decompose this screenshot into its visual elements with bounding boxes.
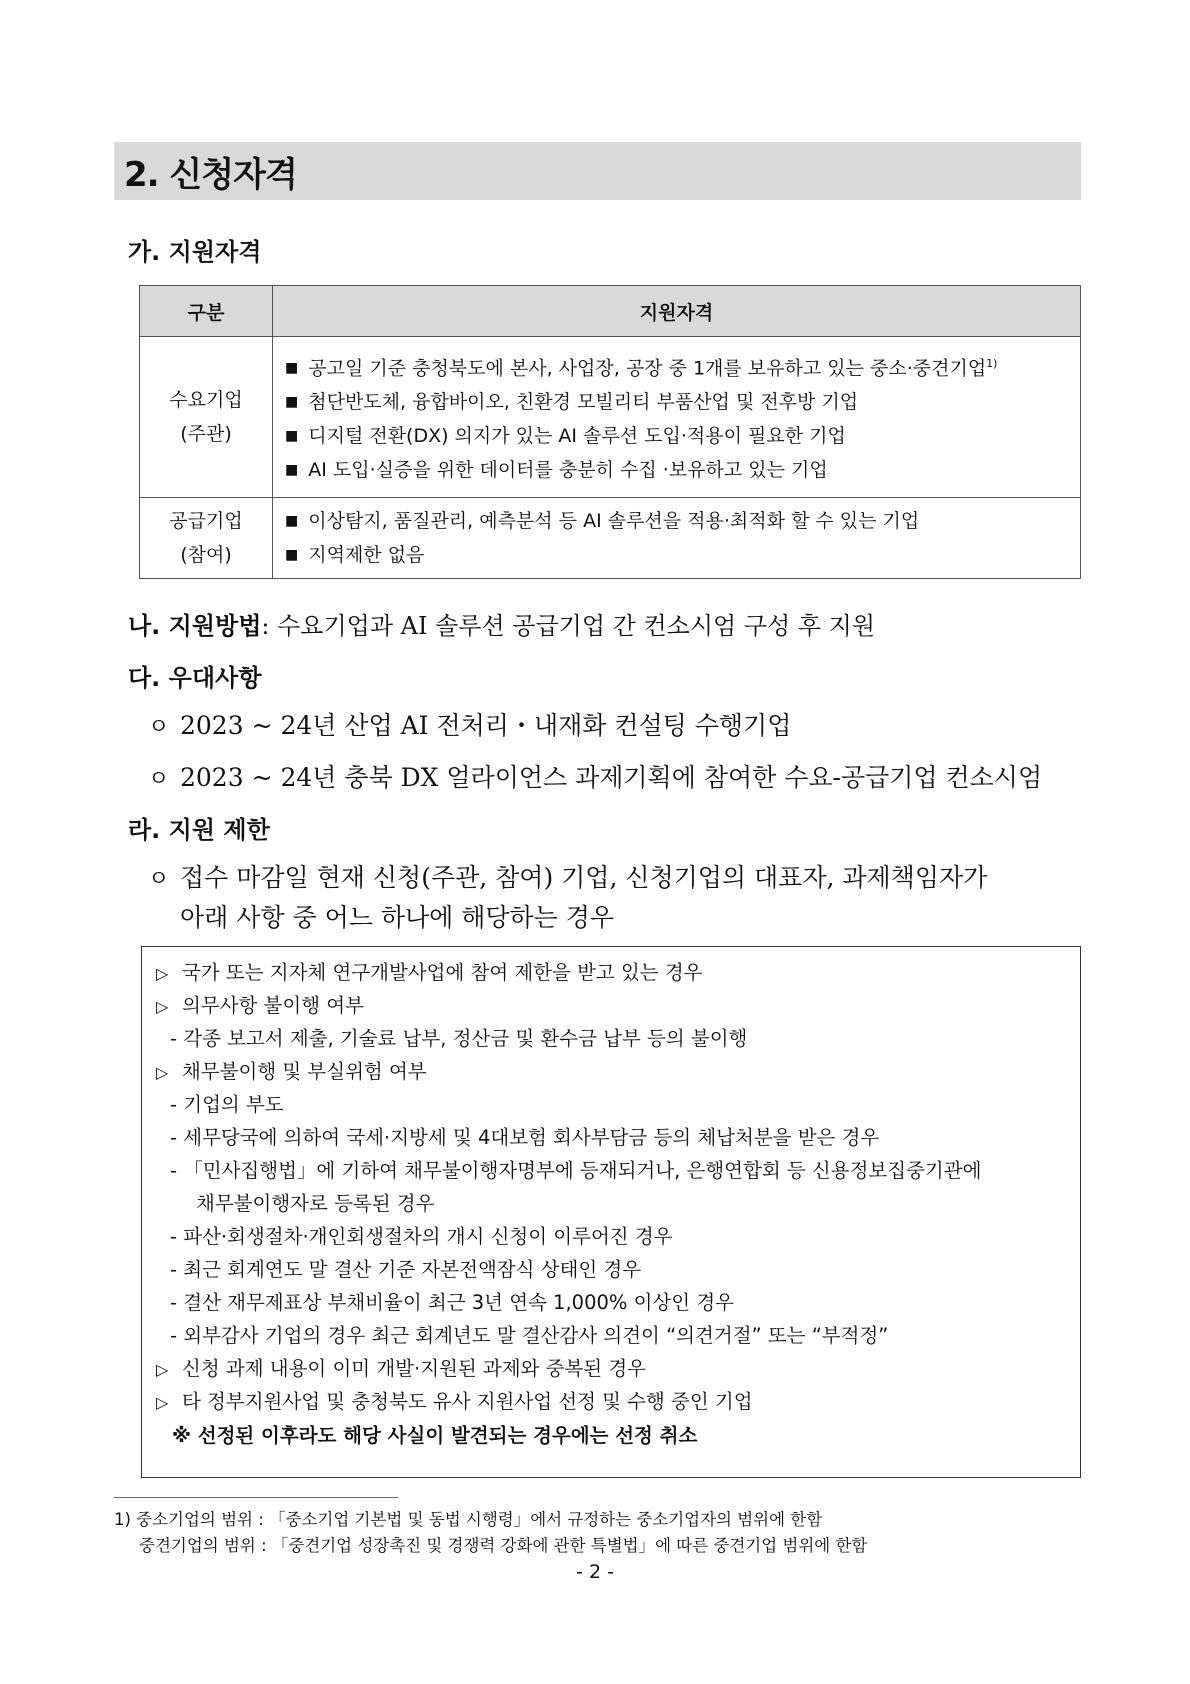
method-label: 나. 지원방법	[128, 612, 262, 640]
circle-bullet-icon: ㅇ	[148, 715, 170, 740]
footnote-1-cont: 중견기업의 범위 : 「중견기업 성장촉진 및 경쟁력 강화에 관한 특별법」에 따른 중견기업 범위에 한함	[139, 1536, 868, 1555]
circle-bullet-icon: ㅇ	[148, 867, 170, 892]
restriction-subitem: - 파산·회생절차·개인회생절차의 개시 신청이 이루어진 경우	[170, 1225, 673, 1248]
category-supply-role: (참여)	[180, 544, 232, 567]
category-demand	[140, 337, 273, 498]
restriction-item: ▷ 신청 과제 내용이 이미 개발·지원된 과제와 중복된 경우	[156, 1357, 647, 1380]
triangle-bullet-icon: ▷	[156, 1360, 169, 1379]
subsection-restriction-title: 라. 지원 제한	[128, 816, 270, 844]
preference-item: ㅇ 2023 ~ 24년 충북 DX 얼라이언스 과제기획에 참여한 수요-공급기업 컨소시엄	[148, 763, 1043, 792]
category-demand-role: (주관)	[180, 423, 232, 446]
method-text: : 수요기업과 AI 솔루션 공급기업 간 컨소시엄 구성 후 지원	[261, 612, 876, 640]
list-item: ■ 첨단반도체, 융합바이오, 친환경 모빌리티 부품산업 및 전후방 기업	[285, 391, 859, 414]
section-header	[114, 142, 1081, 200]
restriction-subitem: - 「민사집행법」에 기하여 채무불이행자명부에 등재되거나, 은행연합회 등 신용정보집중기관에	[170, 1159, 982, 1182]
list-item: ■ 디지털 전환(DX) 의지가 있는 AI 솔루션 도입·적용이 필요한 기업	[285, 425, 846, 448]
triangle-bullet-icon: ▷	[156, 964, 169, 983]
restriction-item: ▷ 의무사항 불이행 여부	[156, 994, 364, 1017]
square-bullet-icon: ■	[285, 513, 299, 530]
square-bullet-icon: ■	[285, 360, 299, 377]
list-item: ■ 지역제한 없음	[285, 544, 425, 567]
restriction-item: ▷ 국가 또는 지자체 연구개발사업에 참여 제한을 받고 있는 경우	[156, 961, 703, 984]
list-item: ■ 공고일 기준 충청북도에 본사, 사업장, 공장 중 1개를 보유하고 있는 중소·중견기업$^{1)}$	[285, 357, 998, 380]
page-number: - 2 -	[576, 1561, 614, 1583]
table-row-demand	[140, 337, 1081, 498]
category-supply-name: 공급기업	[169, 510, 243, 533]
restriction-subitem-cont: 채무불이행자로 등록된 경우	[196, 1192, 435, 1215]
list-item: ■ 이상탐지, 품질관리, 예측분석 등 AI 솔루션을 적용·최적화 할 수 있는 기업	[285, 510, 920, 533]
list-item: ■ AI 도입·실증을 위한 데이터를 충분히 수집 ·보유하고 있는 기업	[285, 459, 828, 482]
square-bullet-icon: ■	[285, 547, 299, 564]
subsection-preference-title: 다. 우대사항	[128, 664, 262, 692]
restriction-subitem: - 결산 재무제표상 부채비율이 최근 3년 연속 1,000% 이상인 경우	[170, 1291, 734, 1314]
category-demand-name: 수요기업	[169, 389, 243, 412]
subsection-method	[128, 606, 875, 641]
restriction-subitem: - 세무당국에 의하여 국세·지방세 및 4대보험 회사부담금 등의 체납처분을 받은 경우	[170, 1126, 880, 1149]
triangle-bullet-icon: ▷	[156, 997, 169, 1016]
square-bullet-icon: ■	[285, 428, 299, 445]
footnote-1: 1) 중소기업의 범위 : 「중소기업 기본법 및 동법 시행령」에서 규정하는 중소기업자의 범위에 한함	[114, 1510, 823, 1529]
preference-item: ㅇ 2023 ~ 24년 산업 AI 전처리・내재화 컨설팅 수행기업	[148, 711, 792, 740]
header-category: 구분	[140, 286, 273, 337]
restriction-intro: ㅇ 접수 마감일 현재 신청(주관, 참여) 기업, 신청기업의 대표자, 과제책임자가	[148, 863, 988, 892]
subsection-qualification-title: 가. 지원자격	[128, 238, 262, 266]
restriction-note: ※ 선정된 이후라도 해당 사실이 발견되는 경우에는 선정 취소	[172, 1424, 698, 1447]
restrictions-box	[141, 946, 1081, 1478]
square-bullet-icon: ■	[285, 462, 299, 479]
qualification-table	[139, 285, 1081, 579]
restriction-subitem: - 외부감사 기업의 경우 최근 회계년도 말 결산감사 의견이 “의견거절” 또는 “부적정”	[170, 1324, 889, 1347]
restriction-intro-cont: 아래 사항 중 어느 하나에 해당하는 경우	[180, 903, 615, 932]
restriction-item: ▷ 채무불이행 및 부실위험 여부	[156, 1060, 427, 1083]
table-header-row	[140, 286, 1081, 337]
header-qualification: 지원자격	[273, 286, 1081, 337]
footnote-ref: 1)	[986, 357, 998, 370]
qualification-demand	[273, 337, 1081, 498]
footnote-divider	[114, 1497, 398, 1498]
triangle-bullet-icon: ▷	[156, 1393, 169, 1412]
restriction-subitem: - 최근 회계연도 말 결산 기준 자본전액잠식 상태인 경우	[170, 1258, 642, 1281]
category-supply	[140, 498, 273, 579]
section-title: 2. 신청자격	[124, 154, 297, 195]
triangle-bullet-icon: ▷	[156, 1063, 169, 1082]
qualification-supply	[273, 498, 1081, 579]
restriction-subitem: - 기업의 부도	[170, 1093, 284, 1116]
square-bullet-icon: ■	[285, 394, 299, 411]
table-row-supply	[140, 498, 1081, 579]
restriction-item: ▷ 타 정부지원사업 및 충청북도 유사 지원사업 선정 및 수행 중인 기업	[156, 1390, 753, 1413]
restriction-subitem: - 각종 보고서 제출, 기술료 납부, 정산금 및 환수금 납부 등의 불이행	[170, 1027, 748, 1050]
circle-bullet-icon: ㅇ	[148, 767, 170, 792]
